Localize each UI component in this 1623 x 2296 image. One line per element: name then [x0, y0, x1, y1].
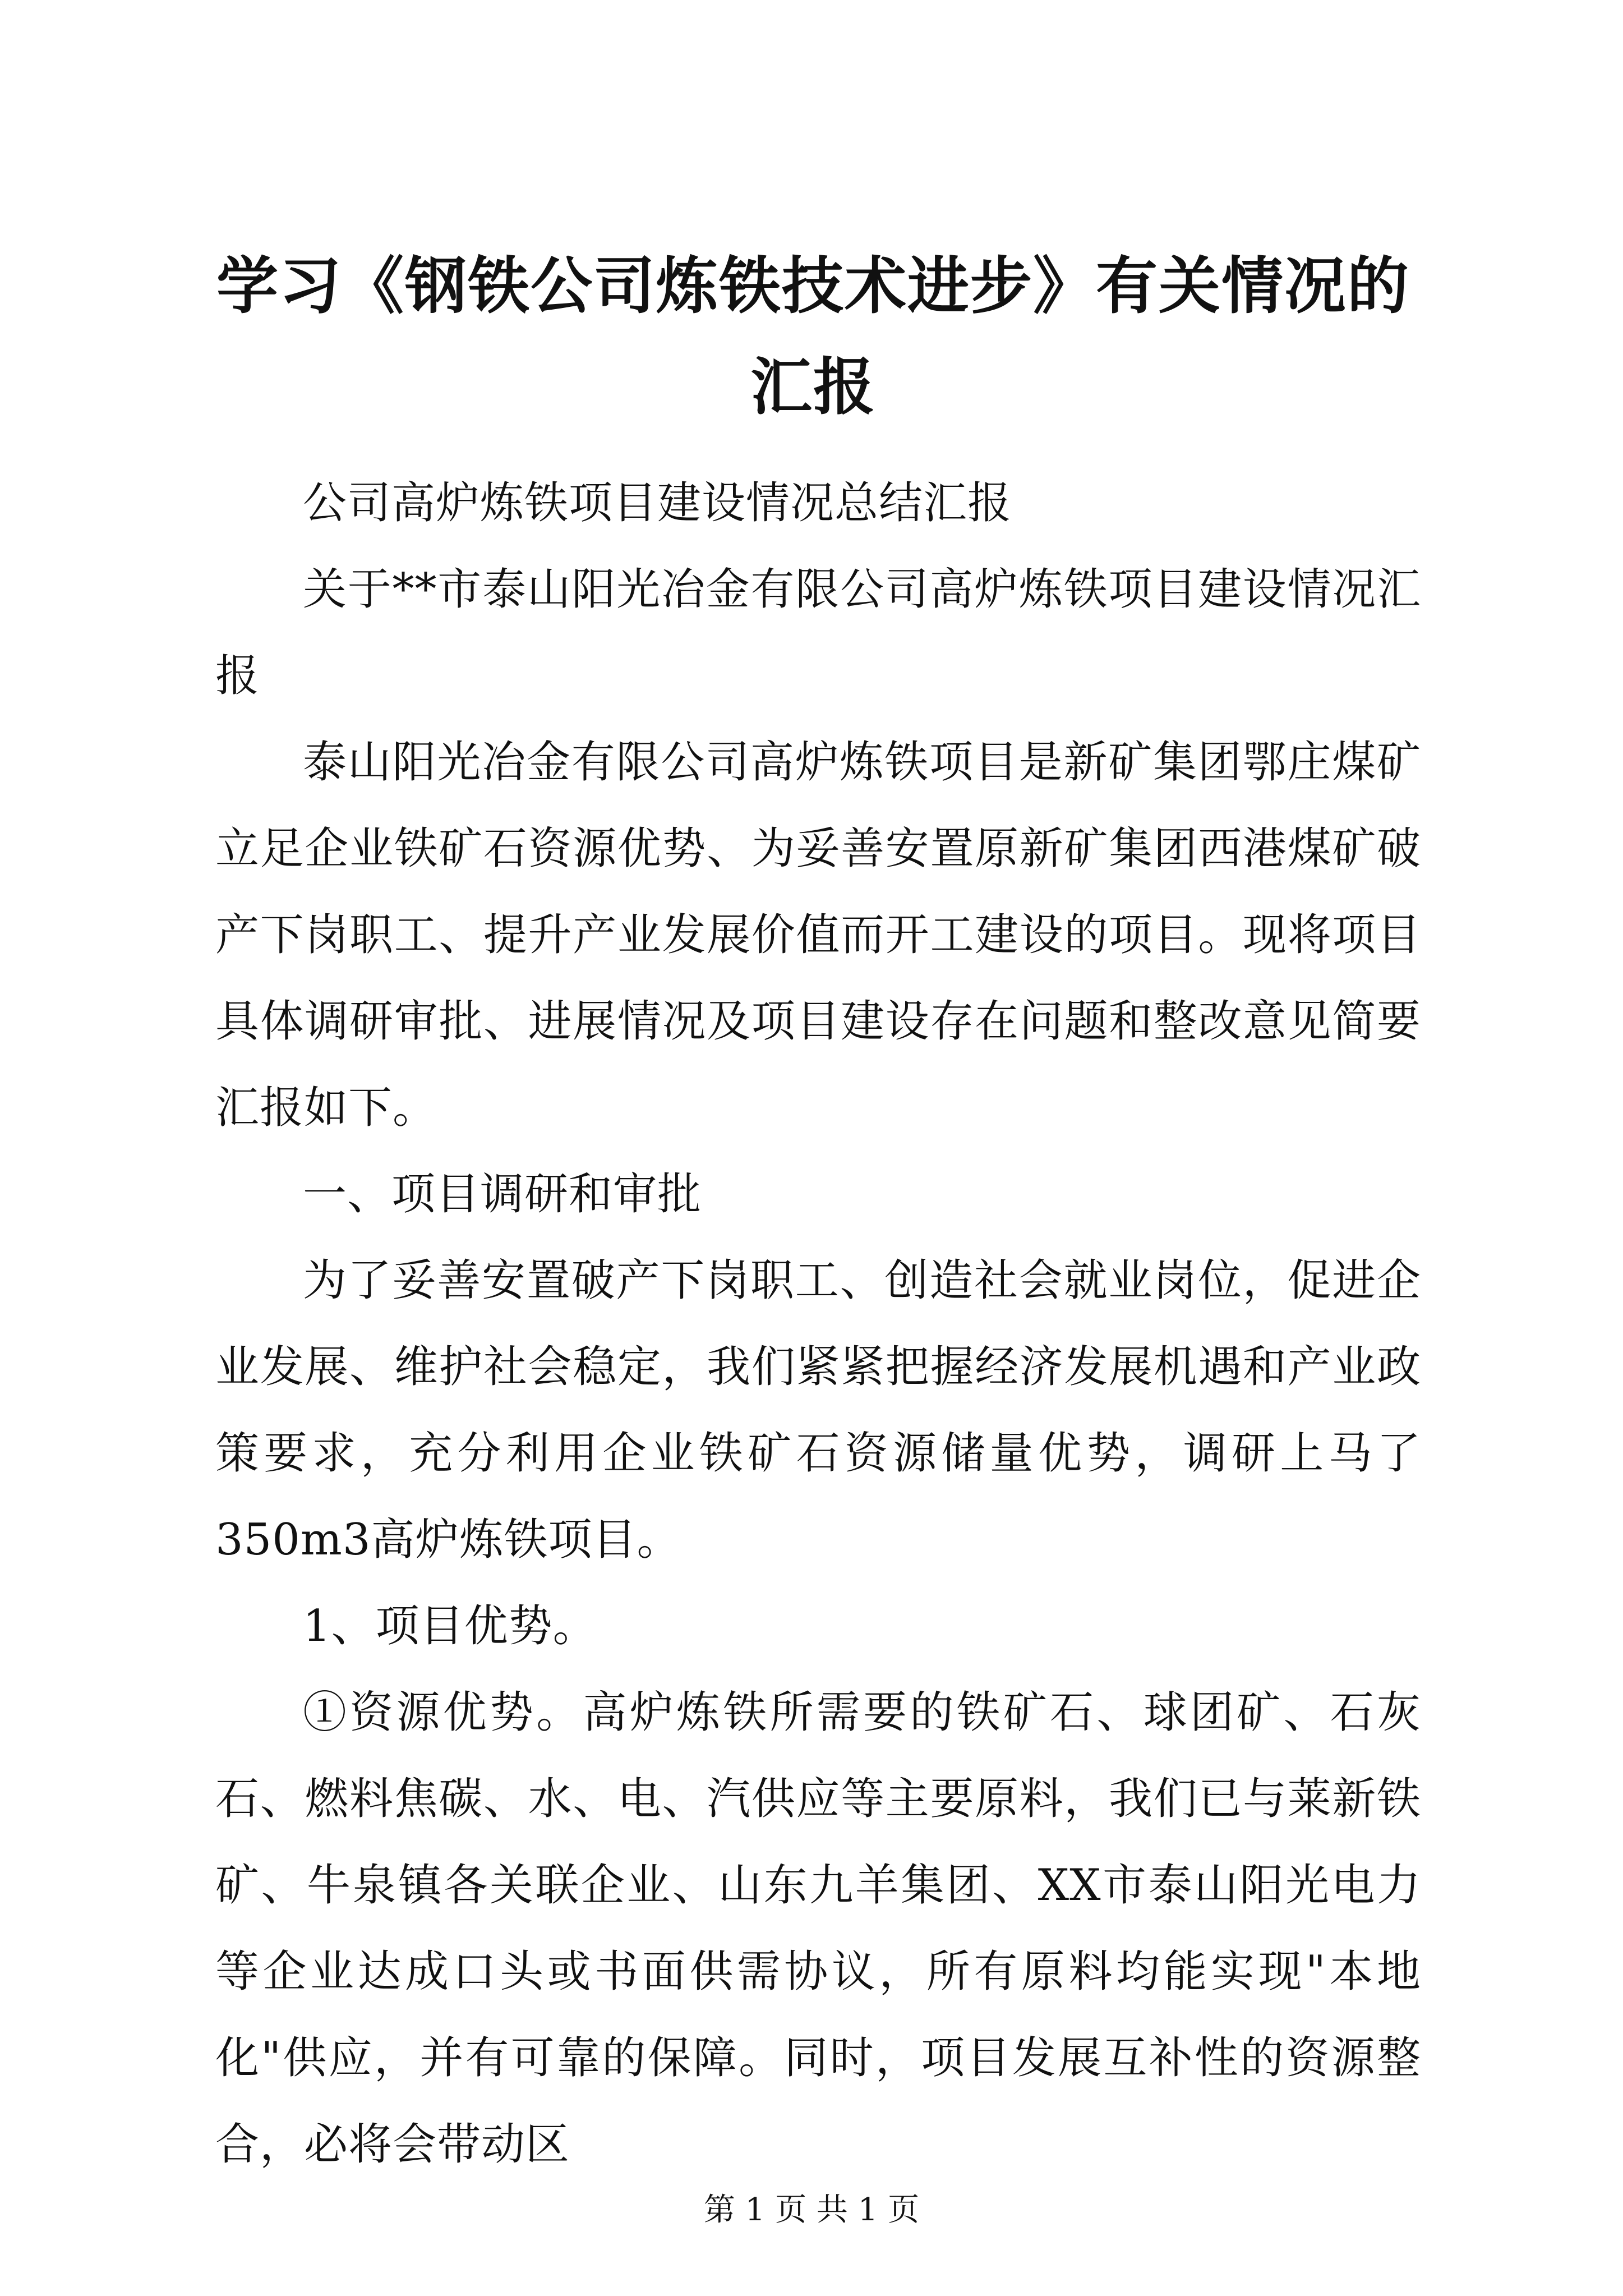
- paragraph-intro: 泰山阳光冶金有限公司高炉炼铁项目是新矿集团鄂庄煤矿立足企业铁矿石资源优势、为妥善安置原新矿集团西港煤矿破产下岗职工、提升产业发展价值而开工建设的项目。现将项目具体调研审批、进展情况及项目建设存在问题和整改意见简要汇报如下。: [215, 737, 1421, 1133]
- page-number-label: 第 1 页 共 1 页: [703, 2192, 920, 2228]
- paragraph-subtitle: 公司高炉炼铁项目建设情况总结汇报: [303, 478, 1012, 528]
- page-footer: [0, 2191, 1623, 2230]
- section-heading-1: 一、项目调研和审批: [303, 1169, 702, 1220]
- paragraph-report-heading: 关于**市泰山阳光冶金有限公司高炉炼铁项目建设情况汇报: [215, 564, 1421, 701]
- paragraph-section-1: 为了妥善安置破产下岗职工、创造社会就业岗位，促进企业发展、维护社会稳定，我们紧紧把握经济发展机遇和产业政策要求，充分利用企业铁矿石资源储量优势，调研上马了350m3高炉炼铁项目。: [215, 1255, 1421, 1565]
- document-title: 学习《钢铁公司炼铁技术进步》有关情况的汇报: [216, 250, 1410, 423]
- document-body: [215, 460, 1421, 2188]
- paragraph-resource-advantage: ①资源优势。高炉炼铁所需要的铁矿石、球团矿、石灰石、燃料焦碳、水、电、汽供应等主要原料，我们已与莱新铁矿、牛泉镇各关联企业、山东九羊集团、XX市泰山阳光电力等企业达成口头或书面供需协议，所有原料均能实现"本地化"供应，并有可靠的保障。同时，项目发展互补性的资源整合，必将会带动区: [215, 1687, 1421, 2170]
- subsection-heading-1: 1、项目优势。: [303, 1601, 597, 1651]
